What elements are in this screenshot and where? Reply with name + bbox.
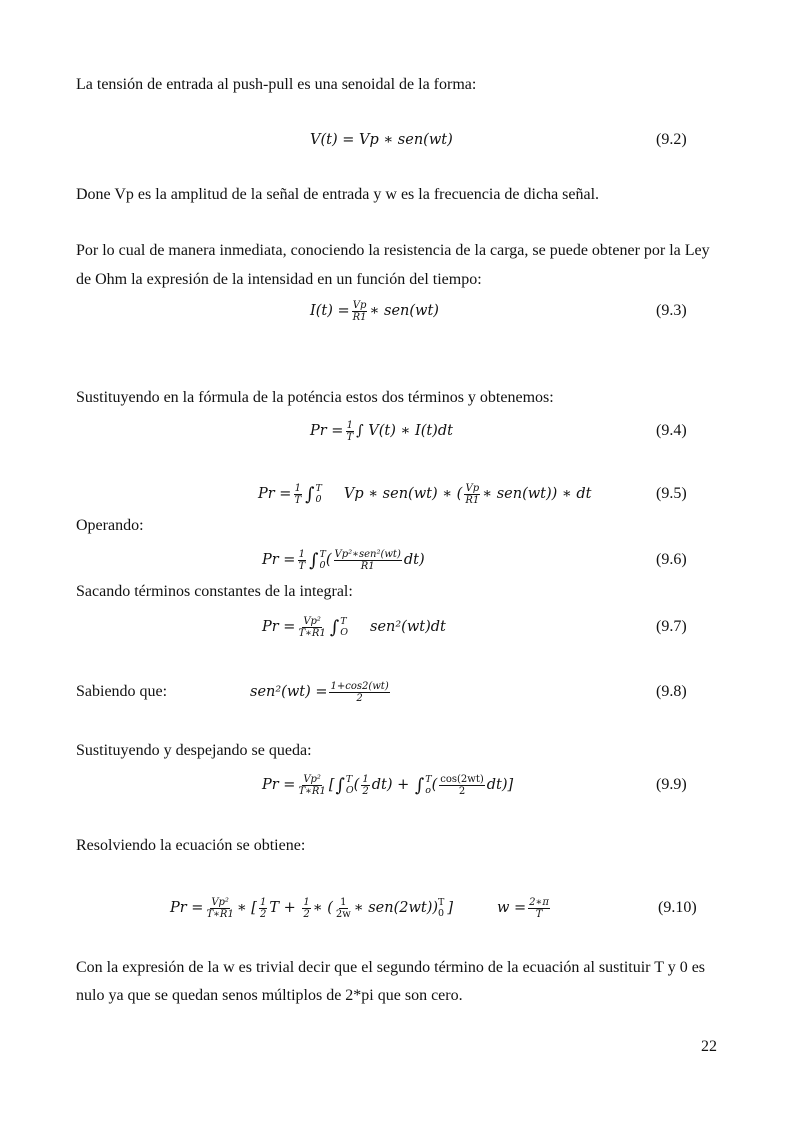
- numerator: 1: [346, 419, 353, 431]
- fraction: [297, 774, 326, 797]
- integral-limits: [346, 774, 354, 796]
- denominator: T: [346, 431, 354, 443]
- denominator: 2: [362, 785, 369, 797]
- page-number: 22: [701, 1038, 717, 1055]
- equation-number: (9.6): [656, 551, 687, 568]
- equation-9-3: [310, 291, 439, 331]
- denominator: T∗R1: [298, 785, 326, 797]
- lower-limit: 0: [438, 908, 445, 919]
- fraction: [361, 774, 369, 797]
- paragraph: Sustituyendo y despejando se queda:: [76, 742, 312, 759]
- fraction: [464, 483, 480, 506]
- numerator: 1+cos2(wt): [330, 680, 389, 692]
- upper-limit: T: [340, 616, 347, 627]
- eq-part: I(t) =: [310, 303, 350, 319]
- lower-limit: 0: [319, 560, 326, 571]
- fraction: [335, 897, 352, 920]
- denominator: T: [294, 494, 302, 506]
- integral-sign: ∫: [305, 483, 315, 505]
- paragraph: de Ohm la expresión de la intensidad en un función del tiempo:: [76, 271, 482, 288]
- fraction: [439, 774, 485, 797]
- denominator: T: [535, 908, 543, 920]
- equation-9-7: [262, 607, 446, 647]
- eq-part: dt)]: [486, 777, 514, 793]
- eq-part: Pr =: [262, 619, 296, 635]
- denominator: 2w: [335, 908, 351, 920]
- equation-9-10: [170, 888, 453, 928]
- eq-part: Pr =: [262, 552, 296, 568]
- eq-part: T +: [269, 900, 296, 916]
- integral-sign: ∫: [309, 549, 319, 571]
- numerator: 1: [303, 896, 310, 908]
- equation-9-4: [310, 411, 453, 451]
- equation-9-6: Pr = $\frac{1}{T}$ ∫ T 0 ( Vp²∗sen²(wt) R1 dt): [262, 548, 425, 572]
- paragraph: Resolviendo la ecuación se obtiene:: [76, 837, 306, 854]
- upper-limit: T: [438, 897, 445, 908]
- eq-part: Pr =: [262, 777, 296, 793]
- equation-text: V(t) = Vp ∗ sen(wt): [310, 132, 453, 148]
- denominator: R1: [352, 311, 367, 323]
- equation-number: (9.5): [656, 485, 687, 502]
- fraction: [329, 681, 389, 704]
- eq-part: ∫ V(t) ∗ I(t)dt: [356, 423, 453, 439]
- eq-part: ∗ sen(2wt)): [353, 900, 439, 916]
- denominator: 2: [458, 785, 466, 797]
- numerator: Vp: [465, 482, 480, 494]
- equation-number: (9.10): [658, 899, 697, 916]
- numerator: cos(2wt): [440, 773, 484, 785]
- equation-number: (9.9): [656, 776, 687, 793]
- numerator: 1: [340, 896, 347, 908]
- denominator: 2: [303, 908, 310, 920]
- equation-9-8: [250, 672, 392, 712]
- paragraph: Sacando términos constantes de la integral:: [76, 583, 353, 600]
- equation-number: (9.3): [656, 302, 687, 319]
- eq-part: sen²(wt)dt: [370, 619, 446, 635]
- fraction: [297, 616, 326, 639]
- integral-sign: ∫: [414, 774, 425, 796]
- fraction: [352, 300, 368, 323]
- eq-part: ∗ sen(wt)) ∗ dt: [482, 486, 592, 502]
- eq-part: Pr =: [170, 900, 204, 916]
- evaluation-limits: [438, 897, 444, 919]
- paragraph: nulo ya que se quedan senos múltiplos de 2*pi que son cero.: [76, 987, 463, 1004]
- numerator: Vp²∗sen²(wt): [334, 548, 401, 560]
- equation-number: (9.7): [656, 618, 687, 635]
- numerator: Vp²: [211, 896, 229, 908]
- lower-limit: O: [340, 627, 348, 638]
- eq-part: Vp ∗ sen(wt) ∗ (: [343, 486, 463, 502]
- integral-limits: [320, 549, 326, 571]
- denominator: 2: [259, 908, 267, 920]
- equation-omega: [497, 888, 552, 928]
- integral-limits: [425, 774, 431, 796]
- upper-limit: T: [425, 774, 432, 785]
- integral-sign: ∫: [335, 774, 345, 796]
- paragraph: Sabiendo que:: [76, 683, 168, 700]
- eq-part: dt): [403, 552, 425, 568]
- denominator: T∗R1: [206, 908, 234, 920]
- lower-limit: O: [345, 785, 354, 796]
- eq-part: w =: [497, 900, 527, 916]
- equation-number: (9.2): [656, 131, 687, 148]
- upper-limit: T: [319, 549, 326, 560]
- denominator: T: [298, 560, 306, 572]
- integral-sign: ∫: [329, 616, 340, 638]
- upper-limit: T: [315, 483, 322, 494]
- paragraph: Con la expresión de la w es trivial decir que el segundo término de la ecuación al sustituir T y 0 es: [76, 959, 706, 976]
- eq-part: ∗ [: [236, 900, 257, 916]
- lower-limit: 0: [315, 494, 322, 505]
- lower-limit: o: [425, 785, 431, 796]
- paragraph: Sustituyendo en la fórmula de la poténcia estos dos términos y obtenemos:: [76, 389, 554, 406]
- upper-limit: T: [345, 774, 353, 785]
- equation-9-2: [310, 120, 453, 160]
- equation-number: (9.8): [656, 683, 687, 700]
- eq-part: Pr =: [310, 423, 344, 439]
- fraction: [334, 549, 402, 572]
- eq-part: sen²(wt) =: [250, 684, 328, 700]
- paragraph: Operando:: [76, 517, 144, 534]
- paragraph: La tensión de entrada al push-pull es una senoidal de la forma:: [76, 76, 477, 93]
- eq-part: ∗ (: [312, 900, 333, 916]
- denominator: R1: [360, 560, 375, 572]
- eq-part: ]: [447, 900, 454, 916]
- numerator: 1: [294, 482, 301, 494]
- fraction: [297, 549, 306, 572]
- numerator: Vp²: [303, 615, 321, 627]
- fraction: [528, 897, 550, 920]
- integral-limits: [340, 616, 348, 638]
- equation-number: (9.4): [656, 422, 687, 439]
- paragraph: Done Vp es la amplitud de la señal de entrada y w es la frecuencia de dicha señal.: [76, 186, 600, 203]
- eq-part: dt) +: [371, 777, 410, 793]
- fraction: [293, 483, 302, 506]
- eq-part: Pr =: [258, 486, 292, 502]
- integral-limits: [316, 483, 322, 505]
- fraction: [259, 897, 267, 920]
- numerator: Vp²: [303, 773, 321, 785]
- fraction: [302, 897, 310, 920]
- fraction: [205, 897, 234, 920]
- numerator: 2∗π: [529, 896, 549, 908]
- eq-part: ∗ sen(wt): [369, 303, 439, 319]
- denominator: 2: [356, 692, 363, 704]
- numerator: 1: [259, 896, 267, 908]
- numerator: 1: [298, 548, 305, 560]
- equation-9-5: [258, 474, 591, 514]
- fraction: [345, 420, 354, 443]
- denominator: T∗R1: [298, 627, 326, 639]
- denominator: R1: [465, 494, 480, 506]
- numerator: 1: [362, 773, 369, 785]
- numerator: Vp: [352, 299, 367, 311]
- equation-9-9: Pr = $\frac{\text{Vp²}}{T∗R1}$ [ ∫ T O ( $\frac{1}{2}$ dt) + ∫ T o ( $\frac{\cos(2wt)}{2}$ dt)]: [262, 773, 514, 797]
- paragraph: Por lo cual de manera inmediata, conociendo la resistencia de la carga, se puede obtener por la Ley: [76, 242, 710, 259]
